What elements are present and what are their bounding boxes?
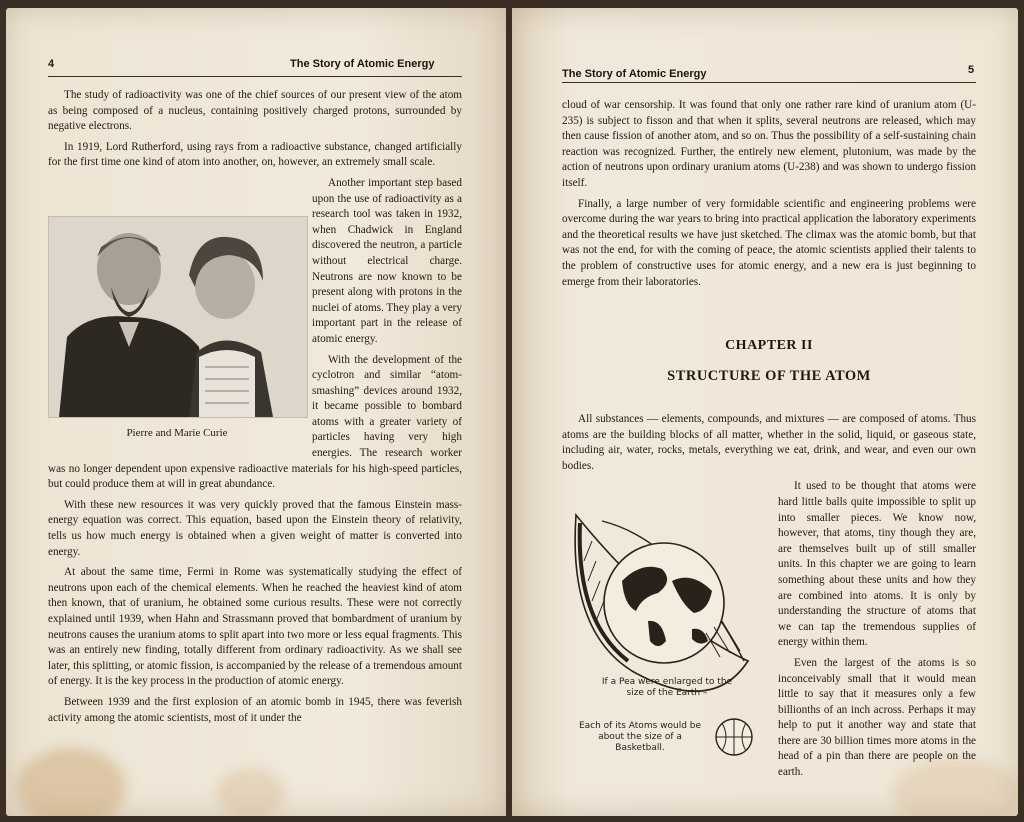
right-body-text <box>562 98 976 295</box>
paper-stain <box>216 768 286 816</box>
curie-photo <box>48 216 308 418</box>
paragraph: All substances — elements, compounds, and mixtures — are composed of atoms. Thus atoms are the building blocks of all matter, whether in the solid, liquid, or gaseous state, including air, water, rocks, metals, everything we eat, drink, and wear, and even our own bodies. <box>562 413 976 472</box>
paper-stain <box>16 748 126 816</box>
page-number: 5 <box>968 64 975 76</box>
paragraph: It used to be thought that atoms were hard little balls quite impossible to split up into smaller pieces. We know now, however, that atoms, tiny though they are, are themselves built up of still smaller units. In this chapter we are going to learn something about these units and how they are combined into atoms. It is only by understanding the structure of atoms that we can tap the tremendous supplies of energy within them. <box>778 480 976 649</box>
right-page <box>512 8 1018 816</box>
paragraph: cloud of war censorship. It was found that only one rather rare kind of uranium atom (U-235) is subject to fisson and that when it splits, several neutrons are released, which may then cause fission of another atom, and so on. Thus the possibility of a self-sustaining chain reaction was recognized. Further, the entirely new element, plutonium, was made by the action of neutrons upon ordinary uranium atoms (U-238) and was shown to undergo fission itself. <box>562 99 976 189</box>
pea-earth-illustration <box>562 501 772 771</box>
running-head: The Story of Atomic Energy <box>290 58 435 70</box>
page-number: 4 <box>48 58 55 70</box>
paragraph: In 1919, Lord Rutherford, using rays from a radioactive substance, changed artificially for the first time one kind of atom into another, on, however, an extremely small scale. <box>48 140 462 169</box>
paragraph: Between 1939 and the first explosion of an atomic bomb in 1945, there was feverish activity among the atomic scientists, most of it under the <box>48 695 462 724</box>
header-rule <box>562 82 976 83</box>
illustration-caption-pea: If a Pea were enlarged to the size of the Earth – <box>601 677 733 699</box>
chapter-number: CHAPTER II <box>725 338 813 353</box>
chapter-body-text <box>562 412 976 786</box>
paragraph: At about the same time, Fermi in Rome was systematically studying the effect of neutrons upon each of the chemical elements. When he reached the heaviest kind of atom then known, that of uranium, he obtained some curious results. These were not correctly explained until 1939, when Hahn and Strassmann proved that bombardment of uranium by neutrons causes the uranium atoms to split apart into two more or less equal fragments. This was an entirely new finding, totally different from ordinary radioactivity. As we shall see later, this splitting, or atomic fission, is accompanied by the release of a tremendous amount of energy. It is the key process in the production of atomic energy. <box>48 566 462 688</box>
curie-portrait-image <box>49 217 307 417</box>
illustration-caption-atoms: Each of its Atoms would be about the size of a Basketball. <box>578 721 702 754</box>
photo-caption: Pierre and Marie Curie <box>126 426 228 439</box>
chapter-title: STRUCTURE OF THE ATOM <box>667 368 871 384</box>
paragraph: With the development of the cyclotron and similar “atom-smashing” devices around 1932, it became possible to bombard atoms with a greater variety of particles having very high energies. The research worker was no longer dependent upon expensive radioactive materials for his high-speed particles, but could produce them at will in great abundance. <box>48 353 462 491</box>
paragraph: Finally, a large number of very formidable scientific and engineering problems were overcome during the war years to bring into practical application the laboratory experiments and the theoretical results we have just sketched. The climax was the atomic bomb, but that was not the end, for with the coming of peace, the atomic scientists applied their talents to the problem of constructive uses for atomic energy, and a new era is just beginning to emerge from their laboratories. <box>562 197 976 288</box>
paragraph: Another important step based upon the use of radioactivity as a research tool was taken in 1932, when Chadwick in England discovered the neutron, a particle without electrical charge. Neutrons are now known to be present along with protons in the nuclei of atoms. They play a very important part in the release of atomic energy. <box>312 176 462 345</box>
paragraph: Even the largest of the atoms is so inconceivably small that it would mean little to say that it measures only a few billionths of an inch across. Perhaps it may help to put it another way and state that there are 30 billion times more atoms in the head of a pin than there are people on the earth. <box>778 656 976 779</box>
left-page <box>6 8 506 816</box>
running-head: The Story of Atomic Energy <box>562 68 707 80</box>
left-body-text <box>48 88 462 731</box>
header-rule <box>48 76 462 77</box>
photo-figure <box>48 216 306 458</box>
paragraph: With these new resources it was very quickly proved that the famous Einstein mass-energy equation was correct. This equation, based upon the Einstein theory of relativity, tells us how much energy is obtained when a given weight of matter is converted into energy. <box>48 498 462 558</box>
paragraph: The study of radioactivity was one of the chief sources of our present view of the atom as being composed of a nucleus, containing positively charged protons, surrounded by negative electrons. <box>48 89 462 133</box>
